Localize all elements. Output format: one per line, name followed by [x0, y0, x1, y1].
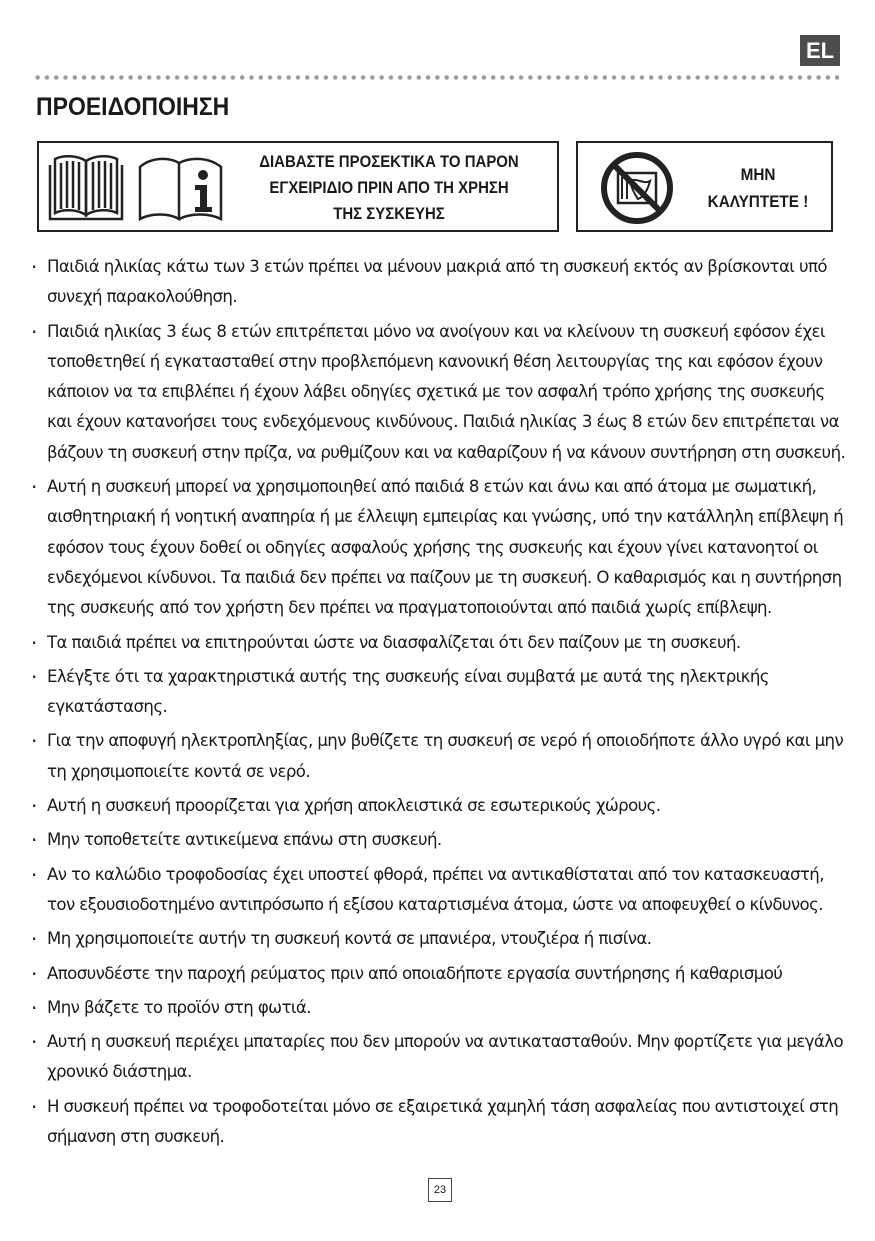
- warning-text: · Αν το καλώδιο τροφοδοσίας έχει υποστεί φθορά, πρέπει να αντικαθίσταται από τον κατασκευαστή, τον εξουσιοδοτημένο αντιπρόσωπο ή εξίσου καταρτισμένα άτομα, ώστε να αποφευχθεί ο κίνδυνος.: [47, 864, 824, 914]
- warning-text: · Αυτή η συσκευή μπορεί να χρησιμοποιηθεί από παιδιά 8 ετών και άνω και από άτομα με σωματική, αισθητηριακή ή νοητική αναπηρία ή με έλλειψη εμπειρίας και γνώσης, υπό την κατάλληλη επίβλεψη ή εφόσον τους έχουν δοθεί οι οδηγίες ασφαλούς χρήσης της συσκευής και έχουν γίνει κατανοητοί οι ενδεχόμενοι κίνδυνοι. Τα παιδιά δεν πρέπει να παίζουν με τη συσκευή. Ο καθαρισμός και η συντήρηση της συσκευής από τον χρήστη δεν πρέπει να πραγματοποιούνται από παιδιά χωρίς επίβλεψη.: [47, 477, 844, 618]
- read-manual-notice: [37, 141, 559, 232]
- warning-item: [28, 662, 848, 723]
- warning-item: [28, 924, 848, 954]
- language-badge: EL: [800, 35, 840, 66]
- warning-text: · Μην τοποθετείτε αντικείμενα επάνω στη συσκευή.: [47, 830, 442, 850]
- open-book-icon: [47, 153, 125, 221]
- dotted-divider: [33, 75, 839, 80]
- do-not-cover-text: [688, 161, 828, 215]
- warning-item: [28, 860, 848, 921]
- warning-text: · Αυτή η συσκευή περιέχει μπαταρίες που δεν μπορούν να αντικατασταθούν. Μην φορτίζετε για μεγάλο χρονικό διάστημα.: [47, 1032, 844, 1082]
- warning-text: · Αποσυνδέστε την παροχή ρεύματος πριν από οποιαδήποτε εργασία συντήρησης ή καθαρισμού: [47, 963, 783, 983]
- warning-item: [28, 1027, 848, 1088]
- warnings-list: [28, 252, 848, 1156]
- warning-item: [28, 317, 848, 468]
- warning-item: [28, 825, 848, 855]
- do-not-cover-line: ΚΑΛΥΠΤΕΤΕ !: [707, 192, 809, 211]
- warning-item: [28, 726, 848, 787]
- read-manual-line: ΤΗΣ ΣΥΣΚΕΥΗΣ: [333, 204, 445, 223]
- do-not-cover-line: ΜΗΝ: [740, 165, 776, 184]
- do-not-cover-notice: [576, 141, 833, 232]
- read-manual-line: ΕΓΧΕΙΡΙΔΙΟ ΠΡΙΝ ΑΠΟ ΤΗ ΧΡΗΣΗ: [269, 178, 509, 197]
- section-title: ΠΡΟΕΙΔΟΠΟΙΗΣΗ: [36, 93, 230, 121]
- warning-text: · Ελέγξτε ότι τα χαρακτηριστικά αυτής της συσκευής είναι συμβατά με αυτά της ηλεκτρικής εγκατάστασης.: [47, 666, 769, 717]
- warning-text: · Μη χρησιμοποιείτε αυτήν τη συσκευή κοντά σε μπανιέρα, ντουζιέρα ή πισίνα.: [47, 929, 652, 949]
- warning-text: · Αυτή η συσκευή προορίζεται για χρήση αποκλειστικά σε εσωτερικούς χώρους.: [47, 796, 661, 816]
- warning-item: [28, 1092, 848, 1153]
- read-manual-line: ΔΙΑΒΑΣΤΕ ΠΡΟΣΕΚΤΙΚΑ ΤΟ ΠΑΡΟΝ: [259, 152, 519, 171]
- warning-text: · Μην βάζετε το προϊόν στη φωτιά.: [47, 997, 311, 1017]
- manual-info-icon: [137, 153, 225, 221]
- warning-item: [28, 252, 848, 313]
- warning-item: [28, 791, 848, 821]
- warning-text: · Παιδιά ηλικίας κάτω των 3 ετών πρέπει να μένουν μακριά από τη συσκευή εκτός αν βρίσκονται υπό συνεχή παρακολούθηση.: [47, 257, 827, 307]
- warning-item: [28, 993, 848, 1023]
- warning-item: [28, 472, 848, 623]
- warning-text: · Η συσκευή πρέπει να τροφοδοτείται μόνο σε εξαιρετικά χαμηλή τάση ασφαλείας που αντιστοιχεί στη σήμανση στη συσκευή.: [47, 1096, 839, 1147]
- do-not-cover-icon: [600, 151, 674, 225]
- page-number: 23: [428, 1178, 452, 1202]
- warning-text: · Παιδιά ηλικίας 3 έως 8 ετών επιτρέπεται μόνο να ανοίγουν και να κλείνουν τη συσκευή εφόσον έχει τοποθετηθεί ή εγκατασταθεί στην προβλεπόμενη κανονική θέση λειτουργίας της και εφόσον έχουν κάποιον να τα επιβλέπει ή έχουν λάβει οδηγίες σχετικά με τον ασφαλή τρόπο χρήσης της συσκευής και έχουν κατανοήσει τους ενδεχόμενους κινδύνους. Παιδιά ηλικίας 3 έως 8 ετών δεν επιτρέπεται να βάζουν τη συσκευή στην πρίζα, να ρυθμίζουν και να καθαρίζουν ή να κάνουν συντήρηση στη συσκευή.: [47, 321, 846, 462]
- read-manual-text: [229, 149, 549, 227]
- warning-item: [28, 628, 848, 658]
- warning-text: · Τα παιδιά πρέπει να επιτηρούνται ώστε να διασφαλίζεται ότι δεν παίζουν με τη συσκευή.: [47, 632, 741, 652]
- warning-item: [28, 959, 848, 989]
- warning-text: · Για την αποφυγή ηλεκτροπληξίας, μην βυθίζετε τη συσκευή σε νερό ή οποιοδήποτε άλλο υγρό και μην τη χρησιμοποιείτε κοντά σε νερό.: [47, 731, 844, 781]
